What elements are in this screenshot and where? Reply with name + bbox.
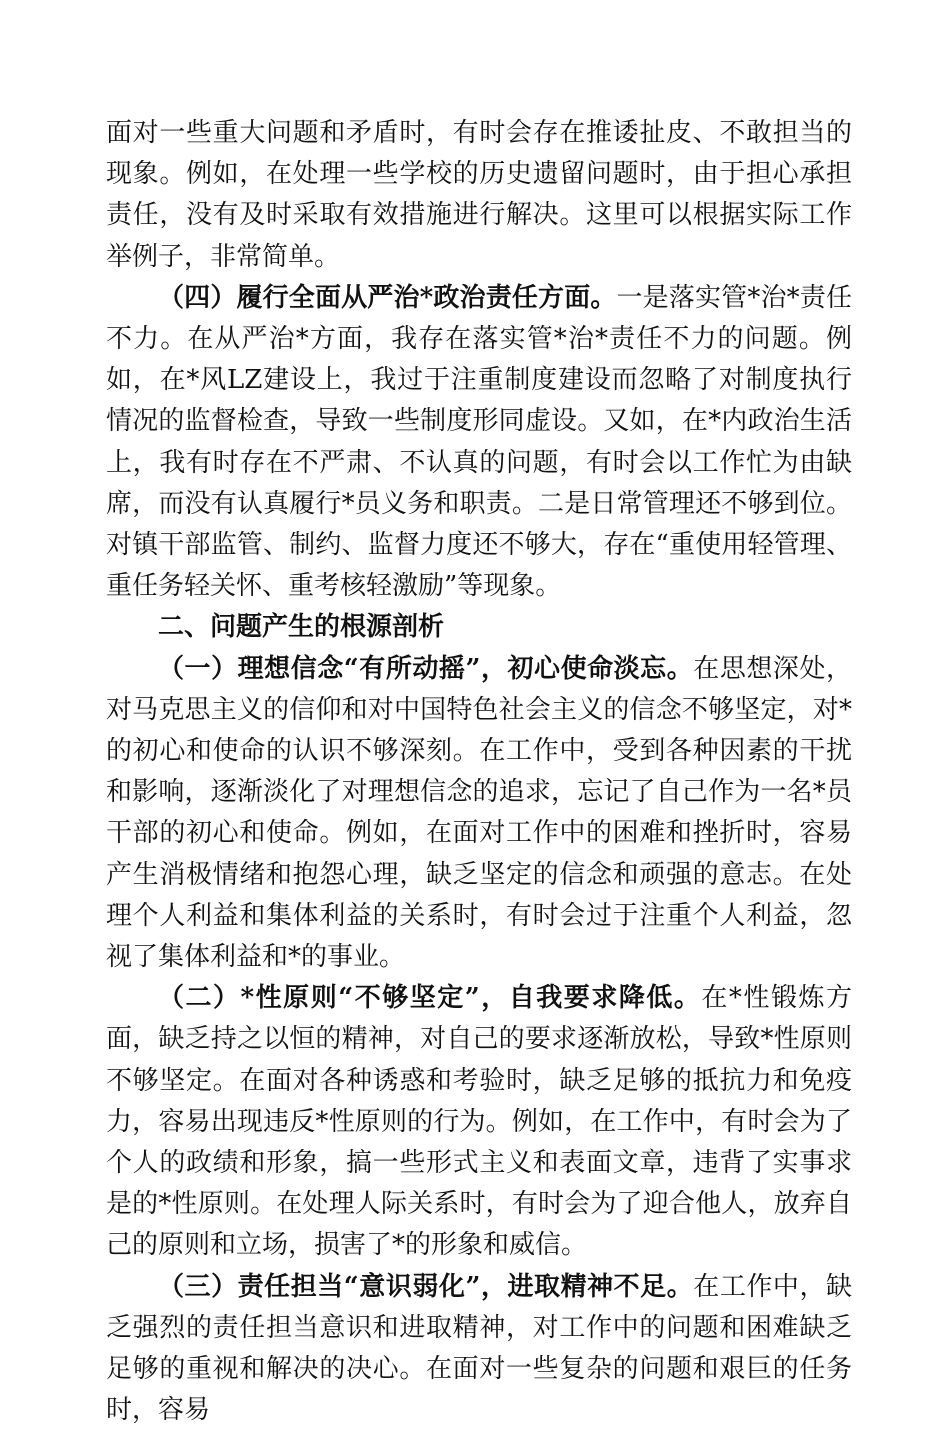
paragraph-cause-2 xyxy=(106,978,852,1266)
paragraph-heading: （四）履行全面从严治*政治责任方面。 xyxy=(158,282,617,313)
paragraph-heading: （三）责任担当“意识弱化”，进取精神不足。 xyxy=(158,1271,694,1302)
paragraph-text: 在思想深处，对马克思主义的信仰和对中国特色社会主义的信念不够坚定，对*的初心和使命的认识不够深刻。在工作中，受到各种因素的干扰和影响，逐渐淡化了对理想信念的追求，忘记了自己作为一名*员干部的初心和使命。例如，在面对工作中的困难和挫折时，容易产生消极情绪和抱怨心理，缺乏坚定的信念和顽强的意志。在处理个人利益和集体利益的关系时，有时会过于注重个人利益，忽视了集体利益和*的事业。 xyxy=(106,653,852,973)
paragraph-heading: （二）*性原则“不够坚定”，自我要求降低。 xyxy=(158,983,702,1014)
paragraph-heading: （一）理想信念“有所动摇”，初心使命淡忘。 xyxy=(158,653,694,684)
document-body xyxy=(106,113,852,1432)
paragraph-text: 一是落实管*治*责任不力。在从严治*方面，我存在落实管*治*责任不力的问题。例如，在*风LZ建设上，我过于注重制度建设而忽略了对制度执行情况的监督检查，导致一些制度形同虚设。又如，在*内政治生活上，我有时存在不严肃、不认真的问题，有时会以工作忙为由缺席，而没有认真履行*员义务和职责。二是日常管理还不够到位。对镇干部监管、制约、监督力度还不够大，存在“重使用轻管理、重任务轻关怀、重考核轻激励”等现象。 xyxy=(106,282,852,602)
paragraph-cause-1 xyxy=(106,649,852,979)
paragraph-cause-3 xyxy=(106,1267,852,1432)
paragraph-text: 面对一些重大问题和矛盾时，有时会存在推诿扯皮、不敢担当的现象。例如，在处理一些学校的历史遗留问题时，由于担心承担责任，没有及时采取有效措施进行解决。这里可以根据实际工作举例子，非常简单。 xyxy=(106,118,852,272)
paragraph-continuation xyxy=(106,113,852,278)
paragraph-section-4 xyxy=(106,278,852,608)
paragraph-text: 在工作中，缺乏强烈的责任担当意识和进取精神，对工作中的问题和困难缺乏足够的重视和解决的决心。在面对一些复杂的问题和艰巨的任务时，容易 xyxy=(106,1271,852,1426)
paragraph-text: 在*性锻炼方面，缺乏持之以恒的精神，对自己的要求逐渐放松，导致*性原则不够坚定。在面对各种诱惑和考验时，缺乏足够的抵抗力和免疫力，容易出现违反*性原则的行为。例如，在工作中，有时会为了个人的政绩和形象，搞一些形式主义和表面文章，违背了实事求是的*性原则。在处理人际关系时，有时会为了迎合他人，放弃自己的原则和立场，损害了*的形象和威信。 xyxy=(106,983,852,1261)
section-heading xyxy=(106,607,852,648)
section-heading-text: 二、问题产生的根源剖析 xyxy=(158,612,445,643)
